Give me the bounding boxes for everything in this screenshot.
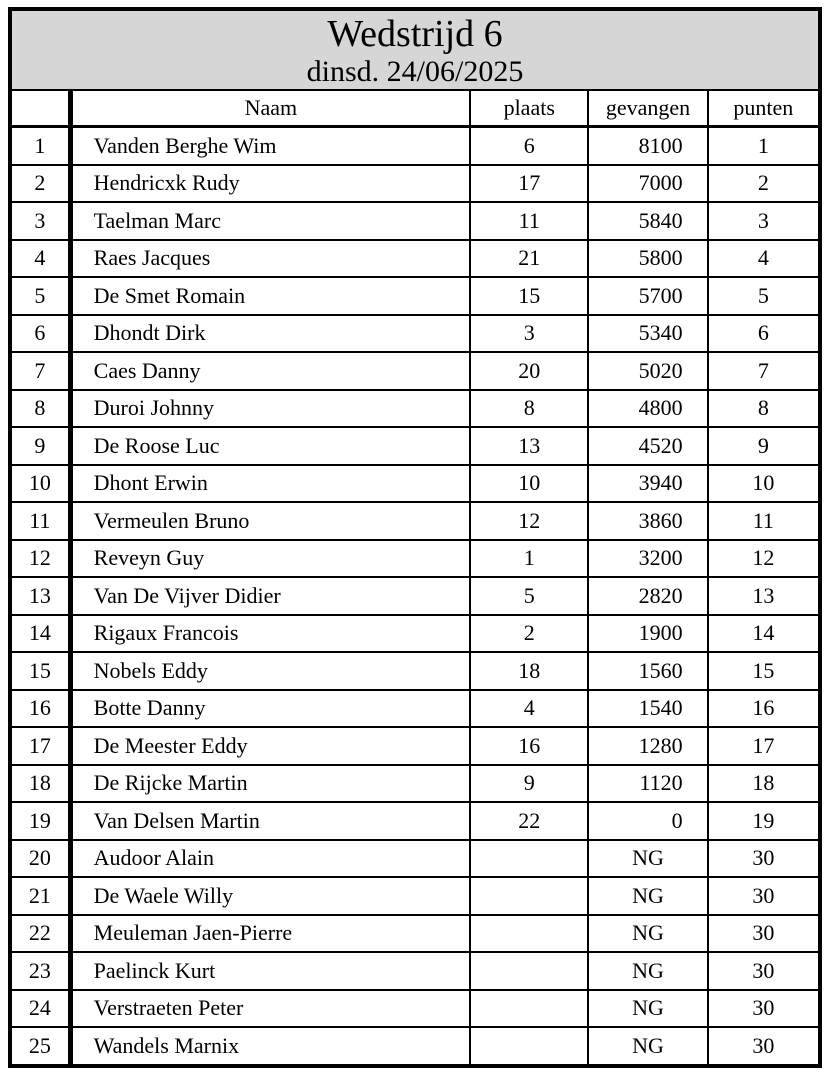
cell-gevangen: 3940 (588, 465, 707, 503)
cell-gevangen: 1900 (588, 615, 707, 653)
cell-punten: 14 (708, 615, 820, 653)
cell-rank: 2 (10, 165, 70, 203)
cell-punten: 30 (708, 915, 820, 953)
cell-plaats: 15 (470, 277, 588, 315)
table-row (10, 877, 820, 915)
cell-naam: Van Delsen Martin (70, 802, 470, 840)
cell-punten: 2 (708, 165, 820, 203)
table-row (10, 240, 820, 278)
cell-rank: 6 (10, 315, 70, 353)
cell-punten: 30 (708, 952, 820, 990)
cell-gevangen: NG (588, 990, 707, 1028)
cell-naam: Caes Danny (70, 352, 470, 390)
cell-naam: Dhont Erwin (70, 465, 470, 503)
cell-plaats: 3 (470, 315, 588, 353)
cell-punten: 30 (708, 1027, 820, 1066)
title-row (10, 9, 820, 90)
cell-punten: 4 (708, 240, 820, 278)
cell-gevangen: NG (588, 915, 707, 953)
cell-punten: 10 (708, 465, 820, 503)
cell-plaats: 11 (470, 202, 588, 240)
table-row (10, 577, 820, 615)
cell-naam: Audoor Alain (70, 840, 470, 878)
cell-gevangen: 5340 (588, 315, 707, 353)
cell-naam: De Meester Eddy (70, 727, 470, 765)
cell-rank: 19 (10, 802, 70, 840)
cell-rank: 5 (10, 277, 70, 315)
cell-plaats: 17 (470, 165, 588, 203)
table-row (10, 1027, 820, 1066)
cell-plaats: 6 (470, 127, 588, 165)
cell-naam: Botte Danny (70, 690, 470, 728)
cell-rank: 9 (10, 427, 70, 465)
cell-naam: Vanden Berghe Wim (70, 127, 470, 165)
table-row (10, 915, 820, 953)
cell-punten: 5 (708, 277, 820, 315)
cell-plaats (470, 952, 588, 990)
table-row (10, 315, 820, 353)
cell-plaats: 9 (470, 765, 588, 803)
cell-rank: 11 (10, 502, 70, 540)
table-row (10, 352, 820, 390)
cell-rank: 3 (10, 202, 70, 240)
cell-punten: 16 (708, 690, 820, 728)
cell-plaats (470, 915, 588, 953)
cell-naam: Verstraeten Peter (70, 990, 470, 1028)
cell-gevangen: 2820 (588, 577, 707, 615)
cell-plaats: 18 (470, 652, 588, 690)
cell-naam: De Waele Willy (70, 877, 470, 915)
table-row (10, 427, 820, 465)
cell-gevangen: 3200 (588, 540, 707, 578)
cell-naam: Dhondt Dirk (70, 315, 470, 353)
cell-rank: 4 (10, 240, 70, 278)
cell-naam: Van De Vijver Didier (70, 577, 470, 615)
table-row (10, 465, 820, 503)
cell-gevangen: 0 (588, 802, 707, 840)
cell-punten: 11 (708, 502, 820, 540)
cell-rank: 24 (10, 990, 70, 1028)
column-header-rank (10, 90, 70, 127)
competition-header (10, 9, 820, 90)
column-header-naam: Naam (70, 90, 470, 127)
cell-gevangen: 8100 (588, 127, 707, 165)
cell-plaats: 5 (470, 577, 588, 615)
cell-rank: 12 (10, 540, 70, 578)
cell-plaats: 20 (470, 352, 588, 390)
table-row (10, 802, 820, 840)
cell-punten: 19 (708, 802, 820, 840)
cell-punten: 3 (708, 202, 820, 240)
cell-gevangen: 1560 (588, 652, 707, 690)
cell-gevangen: NG (588, 877, 707, 915)
cell-punten: 7 (708, 352, 820, 390)
cell-gevangen: NG (588, 952, 707, 990)
cell-punten: 30 (708, 877, 820, 915)
cell-punten: 13 (708, 577, 820, 615)
table-row (10, 727, 820, 765)
cell-punten: 30 (708, 990, 820, 1028)
table-row (10, 277, 820, 315)
cell-naam: Hendricxk Rudy (70, 165, 470, 203)
table-row (10, 165, 820, 203)
cell-gevangen: 5700 (588, 277, 707, 315)
table-row (10, 952, 820, 990)
cell-gevangen: NG (588, 1027, 707, 1066)
cell-naam: De Smet Romain (70, 277, 470, 315)
cell-plaats: 1 (470, 540, 588, 578)
results-table (8, 7, 822, 1068)
cell-naam: Reveyn Guy (70, 540, 470, 578)
cell-rank: 1 (10, 127, 70, 165)
cell-plaats: 12 (470, 502, 588, 540)
cell-naam: Taelman Marc (70, 202, 470, 240)
competition-date: dinsd. 24/06/2025 (306, 54, 524, 88)
cell-plaats (470, 877, 588, 915)
table-row (10, 690, 820, 728)
cell-punten: 1 (708, 127, 820, 165)
cell-punten: 15 (708, 652, 820, 690)
table-row (10, 765, 820, 803)
cell-plaats: 16 (470, 727, 588, 765)
cell-naam: Nobels Eddy (70, 652, 470, 690)
cell-plaats: 10 (470, 465, 588, 503)
cell-rank: 22 (10, 915, 70, 953)
cell-rank: 14 (10, 615, 70, 653)
cell-gevangen: 1120 (588, 765, 707, 803)
cell-rank: 20 (10, 840, 70, 878)
column-header-row (10, 90, 820, 127)
column-header-gevangen: gevangen (588, 90, 707, 127)
cell-plaats: 8 (470, 390, 588, 428)
cell-rank: 8 (10, 390, 70, 428)
cell-plaats: 4 (470, 690, 588, 728)
cell-gevangen: 7000 (588, 165, 707, 203)
cell-naam: Duroi Johnny (70, 390, 470, 428)
cell-rank: 25 (10, 1027, 70, 1066)
cell-naam: Paelinck Kurt (70, 952, 470, 990)
cell-rank: 13 (10, 577, 70, 615)
cell-punten: 18 (708, 765, 820, 803)
cell-plaats: 13 (470, 427, 588, 465)
cell-plaats: 22 (470, 802, 588, 840)
cell-punten: 30 (708, 840, 820, 878)
cell-plaats (470, 990, 588, 1028)
table-row (10, 652, 820, 690)
table-row (10, 390, 820, 428)
cell-naam: Raes Jacques (70, 240, 470, 278)
cell-gevangen: 5020 (588, 352, 707, 390)
cell-punten: 12 (708, 540, 820, 578)
cell-gevangen: NG (588, 840, 707, 878)
table-row (10, 540, 820, 578)
cell-rank: 10 (10, 465, 70, 503)
cell-gevangen: 4520 (588, 427, 707, 465)
cell-gevangen: 1280 (588, 727, 707, 765)
cell-gevangen: 5800 (588, 240, 707, 278)
table-body (10, 127, 820, 1066)
cell-punten: 6 (708, 315, 820, 353)
column-header-punten: punten (708, 90, 820, 127)
cell-punten: 9 (708, 427, 820, 465)
cell-naam: Wandels Marnix (70, 1027, 470, 1066)
cell-rank: 16 (10, 690, 70, 728)
cell-rank: 15 (10, 652, 70, 690)
cell-naam: Rigaux Francois (70, 615, 470, 653)
cell-gevangen: 5840 (588, 202, 707, 240)
table-row (10, 127, 820, 165)
cell-rank: 23 (10, 952, 70, 990)
cell-rank: 7 (10, 352, 70, 390)
cell-naam: De Rijcke Martin (70, 765, 470, 803)
cell-gevangen: 4800 (588, 390, 707, 428)
table-row (10, 840, 820, 878)
column-header-plaats: plaats (470, 90, 588, 127)
cell-gevangen: 1540 (588, 690, 707, 728)
cell-punten: 8 (708, 390, 820, 428)
cell-plaats: 2 (470, 615, 588, 653)
table-row (10, 990, 820, 1028)
cell-naam: De Roose Luc (70, 427, 470, 465)
cell-rank: 18 (10, 765, 70, 803)
cell-punten: 17 (708, 727, 820, 765)
cell-plaats (470, 840, 588, 878)
table-row (10, 202, 820, 240)
table-row (10, 615, 820, 653)
cell-plaats (470, 1027, 588, 1066)
cell-naam: Meuleman Jaen-Pierre (70, 915, 470, 953)
cell-plaats: 21 (470, 240, 588, 278)
table-row (10, 502, 820, 540)
cell-naam: Vermeulen Bruno (70, 502, 470, 540)
cell-rank: 17 (10, 727, 70, 765)
competition-title: Wedstrijd 6 (327, 12, 503, 55)
cell-gevangen: 3860 (588, 502, 707, 540)
cell-rank: 21 (10, 877, 70, 915)
